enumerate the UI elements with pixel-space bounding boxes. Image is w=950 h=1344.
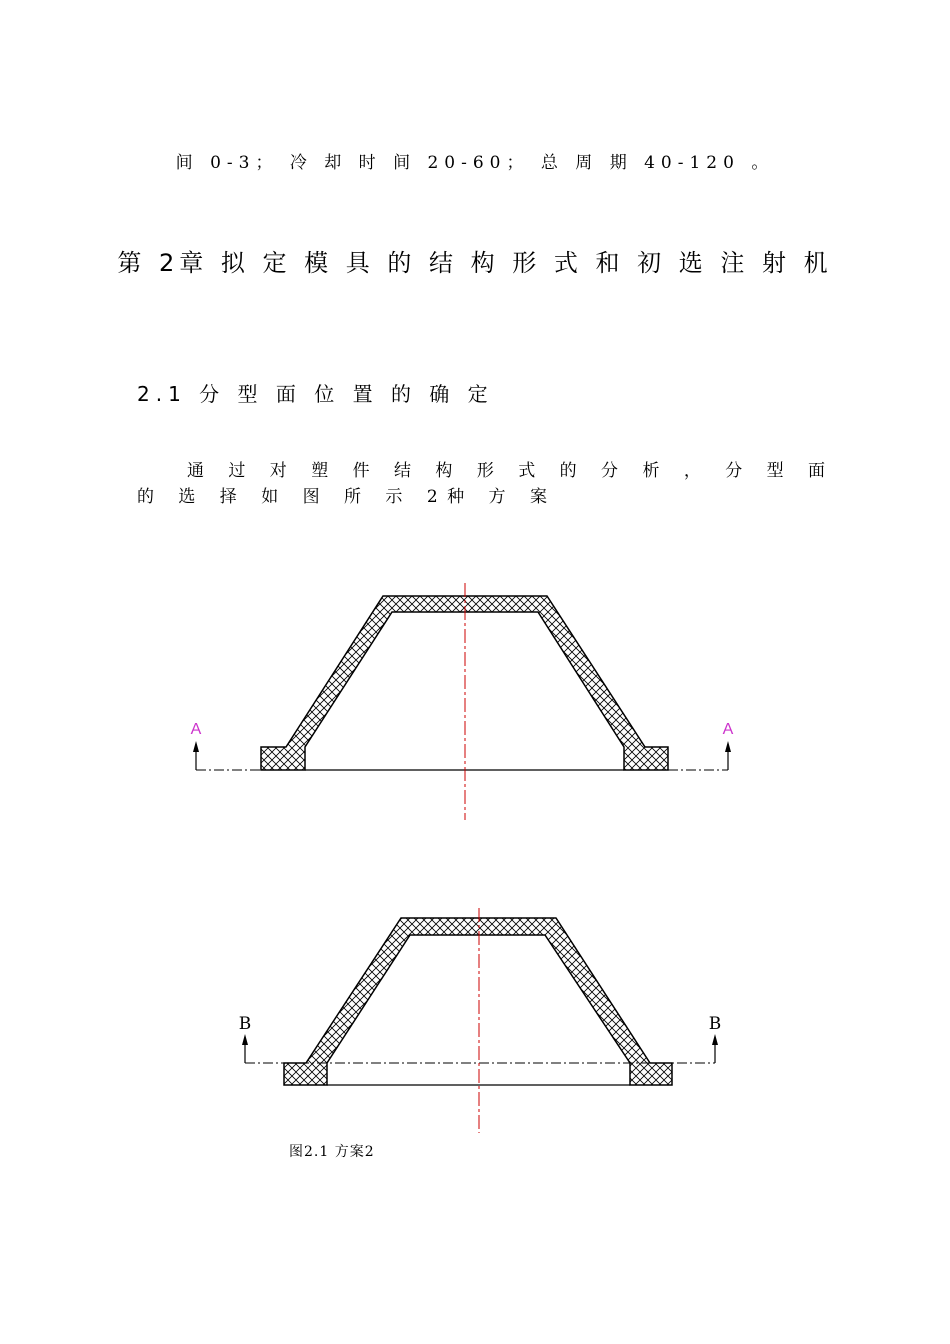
scheme-a-arrow-left-head	[193, 741, 199, 752]
scheme-a-label-right: A	[722, 721, 734, 738]
scheme-a-arrow-right-head	[725, 741, 731, 752]
scheme-a-label-left: A	[190, 721, 202, 738]
scheme-b-part-section	[284, 918, 672, 1085]
scheme-b-arrow-right-head	[712, 1034, 718, 1045]
scheme-b-drawing	[239, 908, 722, 1133]
scheme-b-label-right: B	[708, 1014, 722, 1034]
scheme-a-drawing	[191, 583, 734, 820]
figure-caption: 图2.1 方案2	[289, 1144, 375, 1160]
top-text-line: 间 0-3； 冷 却 时 间 20-60； 总 周 期 40-120 。	[175, 153, 775, 173]
scheme-b-label-left: B	[238, 1014, 252, 1034]
section-title: 2.1 分 型 面 位 置 的 确 定	[137, 382, 494, 406]
chapter-title: 第 2章 拟 定 模 具 的 结 构 形 式 和 初 选 注 射 机	[117, 249, 833, 277]
body-paragraph: 通 过 对 塑 件 结 构 形 式 的 分 析 ， 分 型 面 的 选 择 如 图 所 示 2种 方 案	[137, 461, 835, 507]
scheme-b-arrow-left-head	[242, 1034, 248, 1045]
